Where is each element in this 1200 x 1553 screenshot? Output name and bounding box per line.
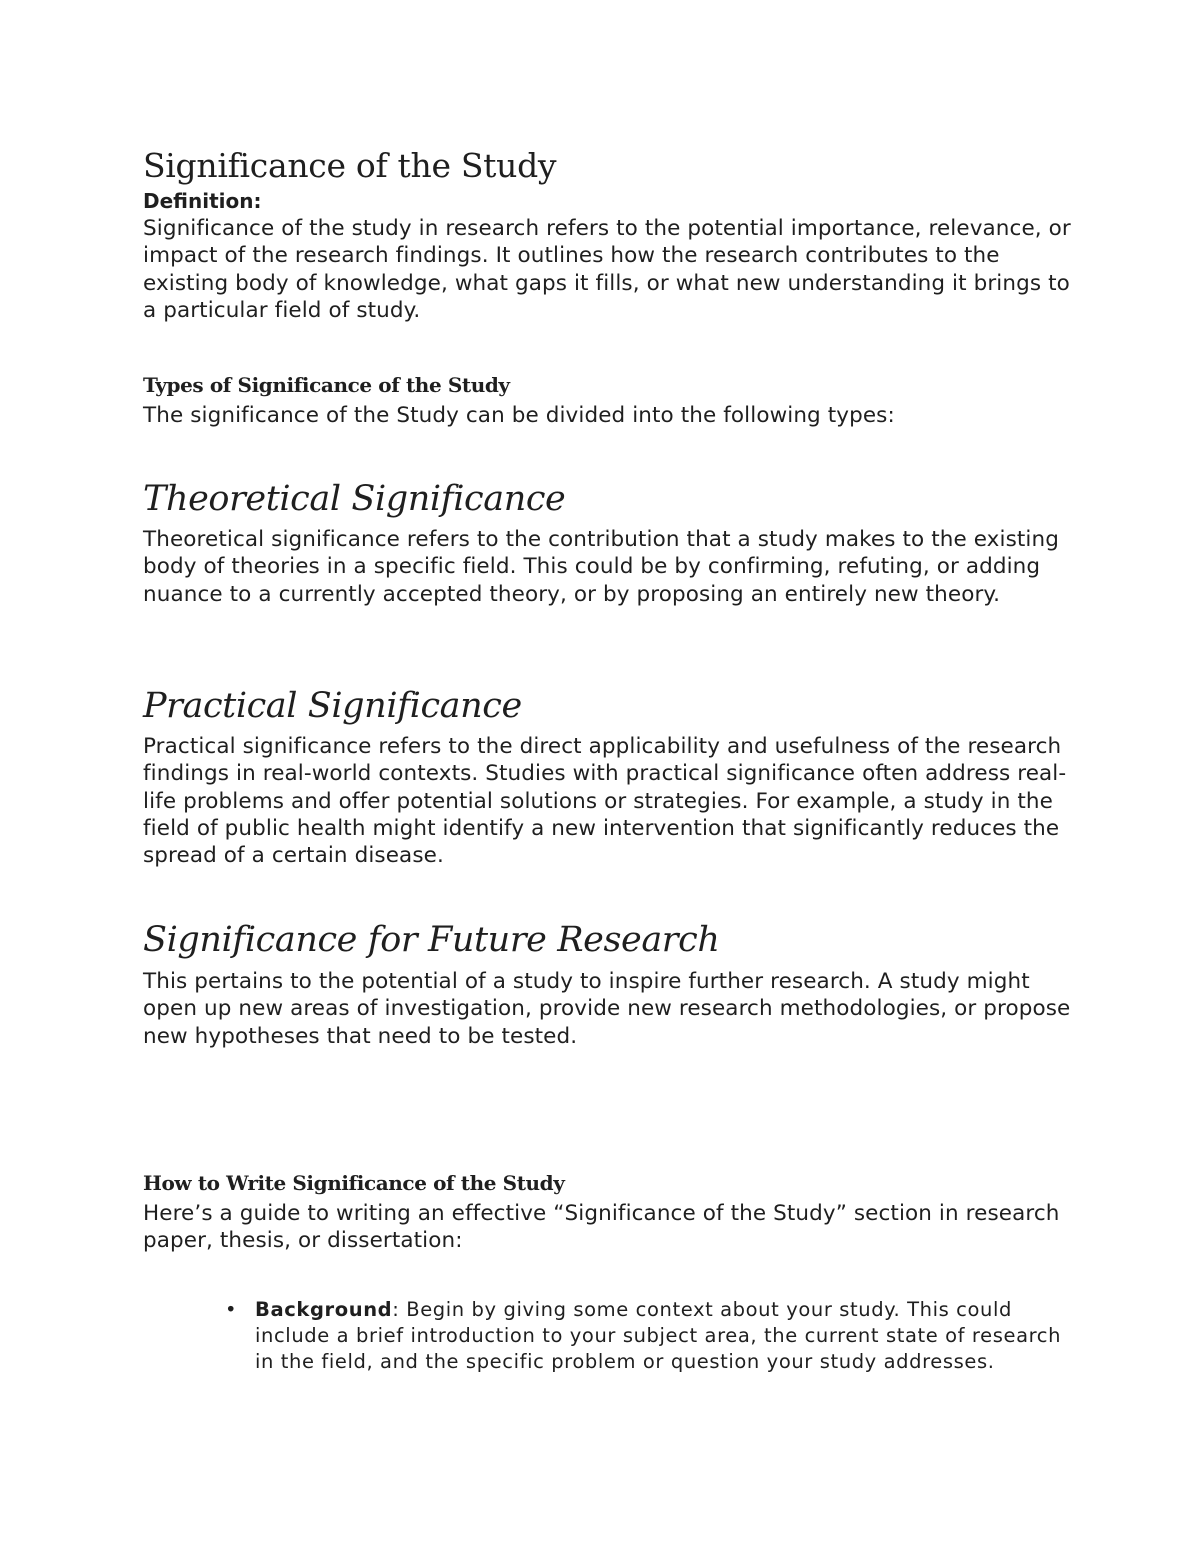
- bullet-separator: :: [392, 1298, 400, 1321]
- types-intro: The significance of the Study can be divided into the following types:: [143, 403, 895, 428]
- section-text-practical: Practical significance refers to the direct applicability and usefulness of the research findings in real-world contexts. Studies with practical significance often address real-life problems and offer potential solutions or strategies. For example, a study in the field of public health might identify a new intervention that significantly reduces the spread of a certain disease.: [143, 734, 1067, 869]
- section-heading-theoretical: Theoretical Significance: [143, 479, 566, 519]
- section-heading-practical: Practical Significance: [143, 686, 522, 726]
- how-to-intro: Here’s a guide to writing an effective “Significance of the Study” section in research paper, thesis, or dissertation:: [143, 1201, 1060, 1254]
- types-heading: Types of Significance of the Study: [143, 373, 510, 397]
- how-to-bullet-list: [143, 1297, 1073, 1375]
- bullet-text: Begin by giving some context about your study. This could include a brief introduction to your subject area, the current state of research in the field, and the specific problem or question your study addresses.: [255, 1298, 1062, 1373]
- section-heading-future-research: Significance for Future Research: [143, 920, 720, 960]
- definition-text: Significance of the study in research refers to the potential importance, relevance, or impact of the research findings. It outlines how the research contributes to the existing body of knowledge, what gaps it fills, or what new understanding it brings to a particular field of study.: [143, 216, 1071, 323]
- section-text-theoretical: Theoretical significance refers to the contribution that a study makes to the existing body of theories in a specific field. This could be by confirming, refuting, or adding nuance to a currently accepted theory, or by proposing an entirely new theory.: [143, 527, 1059, 607]
- definition-label: Definition:: [143, 189, 262, 213]
- list-item: [143, 1297, 1073, 1375]
- section-text-future-research: This pertains to the potential of a study to inspire further research. A study might open up new areas of investigation, provide new research methodologies, or propose new hypotheses that need to be tested.: [143, 969, 1071, 1049]
- bullet-term: Background: [255, 1298, 393, 1321]
- bullet-icon: •: [225, 1298, 238, 1321]
- page-title: Significance of the Study: [143, 146, 557, 185]
- how-to-heading: How to Write Significance of the Study: [143, 1171, 565, 1195]
